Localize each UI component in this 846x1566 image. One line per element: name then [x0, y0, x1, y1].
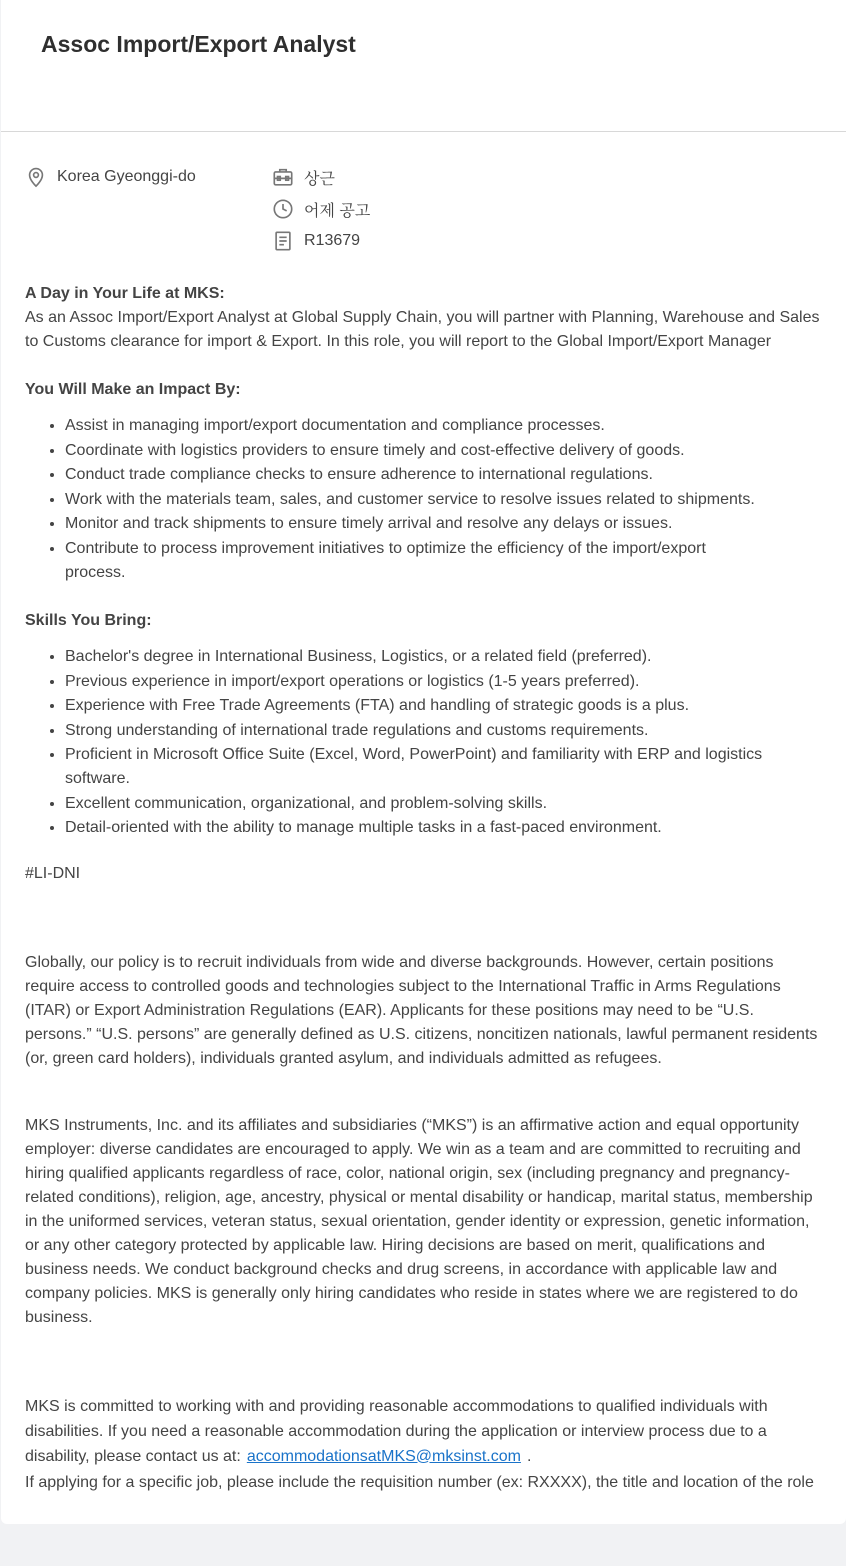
job-requisition	[272, 228, 360, 254]
job-header	[1, 0, 846, 132]
list-item: • Assist in managing import/export documentation and compliance processes.	[65, 414, 825, 438]
hashtag-text: #LI-DNI	[25, 864, 81, 882]
list-item: • Experience with Free Trade Agreements (FTA) and handling of strategic goods is a plus.	[65, 694, 825, 718]
job-location	[25, 164, 196, 190]
job-posted-text: 어제 공고	[304, 202, 371, 220]
accommodation-suffix: .	[526, 1447, 532, 1465]
intro-heading: A Day in Your Life at MKS:	[25, 285, 225, 302]
job-employment-type	[272, 164, 335, 190]
job-location-text: Korea Gyeonggi-do	[57, 168, 196, 185]
location-pin-icon	[25, 166, 47, 188]
accommodation-text	[25, 1394, 825, 1469]
job-detail-card	[1, 0, 846, 1524]
accommodation-email-link[interactable]: accommodationsatMKS@mksinst.com	[246, 1447, 521, 1465]
list-item: • Excellent communication, organizational, and problem-solving skills.	[65, 792, 825, 816]
list-item: • Previous experience in import/export operations or logistics (1-5 years preferred).	[65, 670, 825, 694]
document-icon	[272, 230, 294, 252]
intro-text: As an Assoc Import/Export Analyst at Global Supply Chain, you will partner with Planning, Warehouse and Sales to Customs clearance for import & Export. In this role, you will report to the Global Import/Export Manager	[25, 309, 820, 350]
list-item: • Work with the materials team, sales, and customer service to resolve issues related to shipments.	[65, 488, 825, 512]
list-item: • Conduct trade compliance checks to ensure adherence to international regulations.	[65, 463, 825, 487]
list-item: • Bachelor's degree in International Business, Logistics, or a related field (preferred).	[65, 645, 825, 669]
skills-list	[25, 645, 825, 840]
job-posted	[272, 196, 370, 222]
job-description	[25, 282, 825, 1495]
job-employment-type-text: 상근	[304, 170, 335, 188]
list-item: • Contribute to process improvement initiatives to optimize the efficiency of the import/export process.	[65, 537, 825, 585]
accommodation-followup: If applying for a specific job, please include the requisition number (ex: RXXXX), the title and location of the role	[25, 1473, 814, 1491]
impact-list	[25, 414, 825, 585]
briefcase-icon	[272, 166, 294, 188]
job-requisition-text: R13679	[304, 232, 361, 249]
job-title: Assoc Import/Export Analyst	[41, 31, 356, 57]
impact-heading: You Will Make an Impact By:	[25, 381, 241, 398]
list-item: • Coordinate with logistics providers to ensure timely and cost-effective delivery of goods.	[65, 439, 825, 463]
accommodation-body: MKS is committed to working with and providing reasonable accommodations to qualified individuals with disabilities. If you need a reasonable accommodation during the application or interview process due to a disability, please contact us at:	[25, 1397, 768, 1465]
list-item: • Proficient in Microsoft Office Suite (Excel, Word, PowerPoint) and familiarity with ERP and logistics software.	[65, 743, 825, 791]
list-item: • Detail-oriented with the ability to manage multiple tasks in a fast-paced environment.	[65, 816, 825, 840]
policy-text: Globally, our policy is to recruit individuals from wide and diverse backgrounds. However, certain positions require access to controlled goods and technologies subject to the International Traffic in Arms Regulations (ITAR) or Export Administration Regulations (EAR). Applicants for these positions may need to be “U.S. persons.” “U.S. persons” are generally defined as U.S. citizens, noncitizen nationals, lawful permanent residents (or, green card holders), individuals granted asylum, and individuals admitted as refugees.	[25, 953, 818, 1067]
eeo-statement: MKS Instruments, Inc. and its affiliates and subsidiaries (“MKS”) is an affirmative action and equal opportunity employer: diverse candidates are encouraged to apply. We win as a team and are committed to recruiting and hiring qualified applicants regardless of race, color, national origin, sex (including pregnancy and pregnancy-related conditions), religion, age, ancestry, physical or mental disability or handicap, marital status, membership in the uniformed services, veteran status, sexual orientation, gender identity or expression, genetic information, or any other category protected by applicable law. Hiring decisions are based on merit, qualifications and business needs. We conduct background checks and drug screens, in accordance with applicable law and company policies. MKS is generally only hiring candidates who reside in states where we are registered to do business.	[25, 1116, 813, 1326]
list-item: • Strong understanding of international trade regulations and customs requirements.	[65, 719, 825, 743]
clock-icon	[272, 198, 294, 220]
skills-heading: Skills You Bring:	[25, 612, 152, 629]
list-item: • Monitor and track shipments to ensure timely arrival and resolve any delays or issues.	[65, 512, 825, 536]
